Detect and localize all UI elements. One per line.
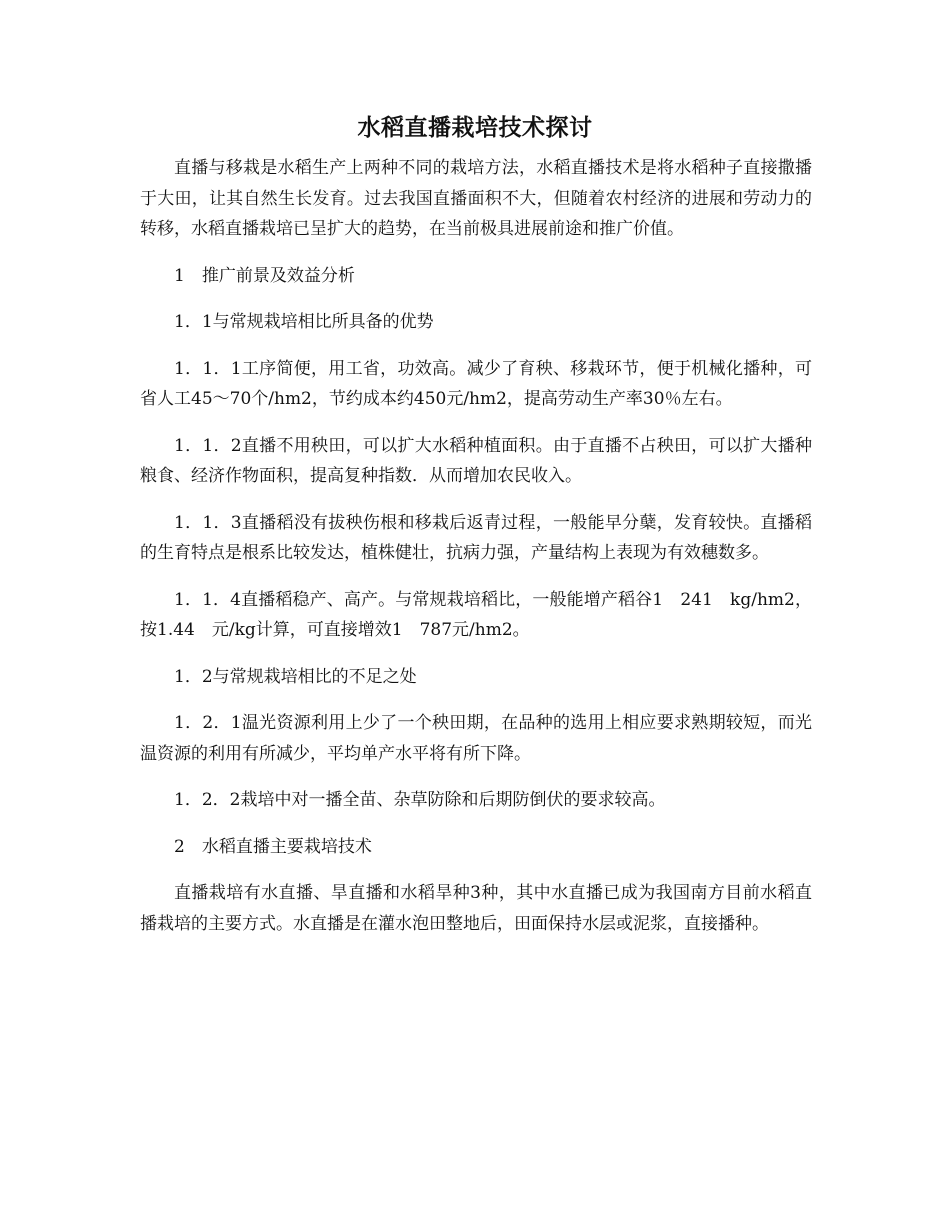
paragraph-2-intro: 直播栽培有水直播、旱直播和水稻旱种3种，其中水直播已成为我国南方目前水稻直播栽培的主要方式。水直播是在灌水泡田整地后，田面保持水层或泥浆，直接播种。 <box>140 883 812 934</box>
paragraph-1-2-1: 1．2．1温光资源利用上少了一个秧田期，在品种的选用上相应要求熟期较短，而光温资源的利用有所减少，平均单产水平将有所下降。 <box>140 713 812 764</box>
paragraph-1-1-3: 1．1．3直播稻没有拔秧伤根和移栽后返青过程，一般能早分蘖，发育较快。直播稻的生育特点是根系比较发达，植株健壮，抗病力强，产量结构上表现为有效穗数多。 <box>140 512 812 563</box>
subsection-heading-1-1: 1．1与常规栽培相比所具备的优势 <box>174 312 434 332</box>
paragraph-1-1-2: 1．1．2直播不用秧田，可以扩大水稻种植面积。由于直播不占秧田，可以扩大播种粮食、经济作物面积，提高复种指数．从而增加农民收入。 <box>140 435 812 486</box>
paragraph-1-1-4: 1．1．4直播稻稳产、高产。与常规栽培稻比，一般能增产稻谷1 241 kg/hm2，按1.44 元/kg计算，可直接增效1 787元/hm2。 <box>140 589 812 640</box>
subsection-heading-1-2: 1．2与常规栽培相比的不足之处 <box>174 666 417 687</box>
document-body <box>140 153 812 955</box>
section-heading-1: 1 推广前景及效益分析 <box>174 265 355 286</box>
document-title: 水稻直播栽培技术探讨 <box>357 114 593 141</box>
paragraph-1-2-2: 1．2．2栽培中对一播全苗、杂草防除和后期防倒伏的要求较高。 <box>174 790 666 810</box>
paragraph-intro: 直播与移栽是水稻生产上两种不同的栽培方法，水稻直播技术是将水稻种子直接撒播于大田，让其自然生长发育。过去我国直播面积不大，但随着农村经济的进展和劳动力的转移，水稻直播栽培已呈扩大的趋势，在当前极具进展前途和推广价值。 <box>140 158 812 239</box>
section-heading-2: 2 水稻直播主要栽培技术 <box>174 836 372 857</box>
paragraph-1-1-1: 1．1．1工序简便，用工省，功效高。减少了育秧、移栽环节，便于机械化播种，可省人工45～70个/hm2，节约成本约450元/hm2，提高劳动生产率30％左右。 <box>140 358 812 409</box>
